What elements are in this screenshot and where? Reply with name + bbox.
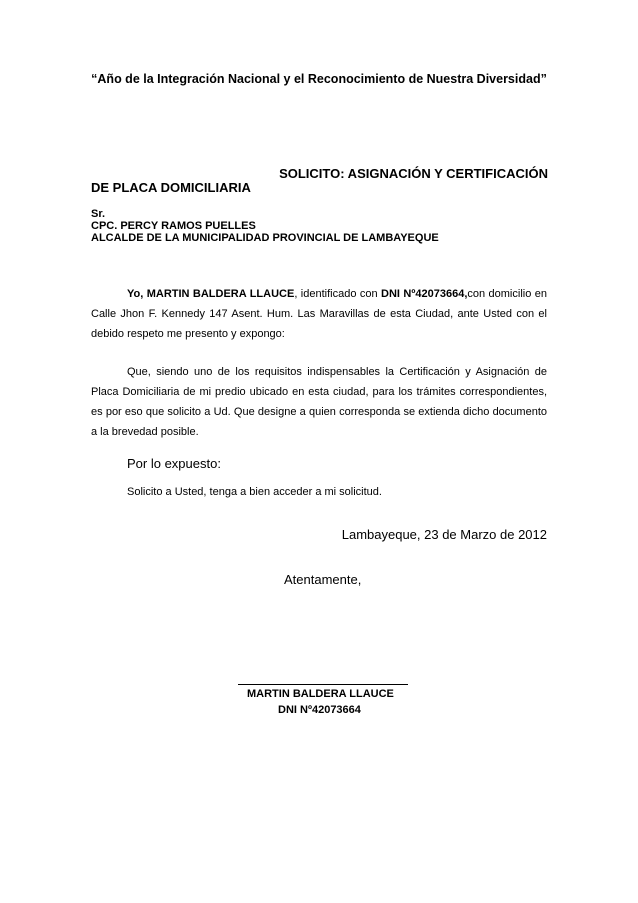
addressee-position: ALCALDE DE LA MUNICIPALIDAD PROVINCIAL DE LAMBAYEQUE [91,232,439,244]
place-and-date: Lambayeque, 23 de Marzo de 2012 [341,527,547,542]
addressee-block [91,208,439,244]
addressee-salutation: Sr. [91,208,106,220]
request-sentence: Solicito a Usted, tenga a bien acceder a mi solicitud. [127,486,382,498]
applicant-dni: DNI Nº42073664, [381,288,468,300]
closing-salutation: Atentamente, [284,572,362,587]
applicant-name: Yo, MARTIN BALDERA LLAUCE [127,288,295,300]
body-paragraph-1 [91,284,547,344]
subject-line-1: SOLICITO: ASIGNACIÓN Y CERTIFICACIÓN [279,166,548,181]
body-paragraph-2: Que, siendo uno de los requisitos indispensables la Certificación y Asignación de Placa Domiciliaria de mi predio ubicado en esta ciudad, para los trámites correspondientes, es por eso que solicito a Ud. Que designe a quien corresponda se extienda dicho documento a la brevedad posible. [91,366,547,438]
por-lo-expuesto: Por lo expuesto: [127,456,221,471]
document-header-year-title: “Año de la Integración Nacional y el Reconocimiento de Nuestra Diversidad” [91,72,547,86]
signature-name: MARTIN BALDERA LLAUCE [247,688,394,700]
addressee-name: CPC. PERCY RAMOS PUELLES [91,220,256,232]
signature-dni: DNI Nº42073664 [278,704,361,716]
paragraph-1-rest: con domicilio en Calle Jhon F. Kennedy 147 Asent. Hum. Las Maravillas de esta Ciudad, ante Usted con el debido respeto me presento y expongo: [91,288,547,340]
paragraph-1-connector: , identificado con [294,288,382,300]
signature-line [238,684,408,685]
subject-line-2: DE PLACA DOMICILIARIA [91,180,251,195]
